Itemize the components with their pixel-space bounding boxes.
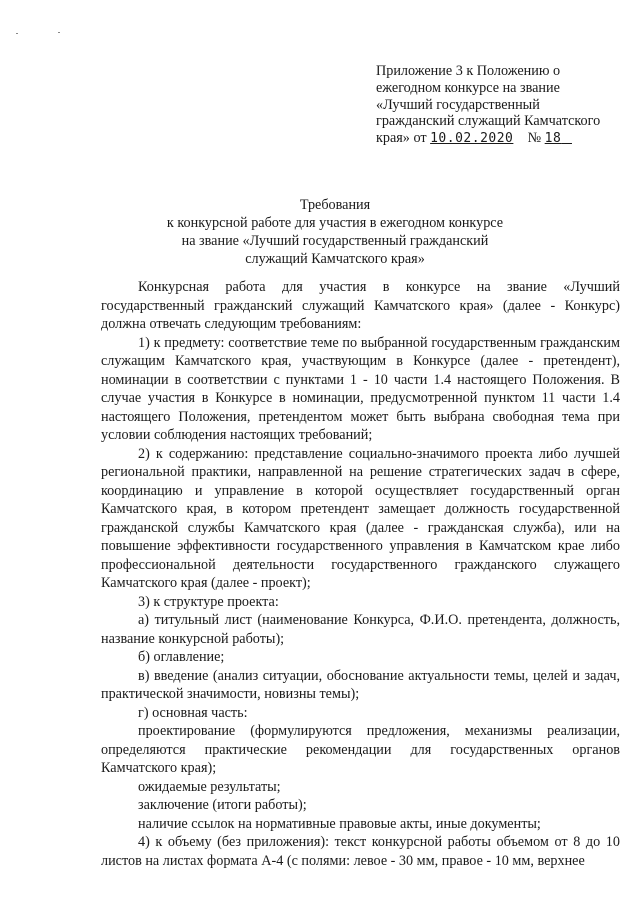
list-item-title-page: а) титульный лист (наименование Конкурса, Ф.И.О. претендента, должность, название конкурсной работы); [101, 612, 620, 647]
title-line: Требования [299, 197, 371, 213]
paragraph-volume: 4) к объему (без приложения): текст конкурсной работы объемом от 8 до 10 листов на листах формата А-4 (с полями: левое - 30 мм, правое - 10 мм, верхнее [101, 834, 620, 869]
appendix-number-label: № [527, 130, 542, 147]
list-item-conclusion: заключение (итоги работы); [138, 797, 307, 813]
appendix-line: Приложение 3 к Положению о [376, 63, 561, 79]
appendix-date: 10.02.2020 [430, 131, 514, 147]
document-title [100, 196, 570, 268]
appendix-date-line [376, 130, 626, 148]
paragraph-structure: 3) к структуре проекта: [138, 593, 279, 610]
title-line: на звание «Лучший государственный гражданский [181, 233, 489, 249]
paragraph-subject: 1) к предмету: соответствие теме по выбранной государственным гражданским служащим Камчатского края, участвующим в Конкурсе (далее - претендент), номинации в соответствии с пунктами 1 - 10 части 1.4 настоящего Положения. В случае участия в Конкурсе в номинации, предусмотренной пунктом 11 части 1.4 настоящего Положения, претендентом может быть выбрана свободная тема при условии соблюдения настоящих требований; [101, 334, 620, 443]
list-item-contents: б) оглавление; [138, 649, 225, 665]
appendix-line: ежегодном конкурсе на звание [376, 79, 560, 96]
appendix-date-prefix: края» от [376, 130, 427, 147]
appendix-line: гражданский служащий Камчатского [376, 113, 601, 130]
appendix-header [376, 63, 626, 148]
list-item-main-part: г) основная часть: [138, 704, 248, 721]
scan-artifact [58, 32, 60, 33]
appendix-line: «Лучший государственный [376, 96, 540, 113]
list-item-design: проектирование (формулируются предложения, механизмы реализации, определяются практические рекомендации для государственных органов Камчатского края); [101, 723, 620, 776]
paragraph-content: 2) к содержанию: представление социально-значимого проекта либо лучшей региональной практики, направленной на решение стратегических задач в сфере, координацию и управление в которой осуществляет государственный орган Камчатского края, в котором претендент замещает должность государственной гражданской службы Камчатского края (далее - гражданская служба), или на повышение эффективности государственного управления в Камчатском крае либо профессиональной деятельности государственного гражданского служащего Камчатского края (далее - проект); [101, 445, 620, 591]
appendix-number: 18 [544, 131, 562, 147]
list-item-results: ожидаемые результаты; [138, 778, 281, 795]
list-item-references: наличие ссылок на нормативные правовые акты, иные документы; [138, 815, 541, 832]
list-item-introduction: в) введение (анализ ситуации, обоснование актуальности темы, целей и задач, практической значимости, новизны темы); [101, 667, 620, 702]
title-line: служащий Камчатского края» [245, 251, 425, 267]
title-line: к конкурсной работе для участия в ежегодном конкурсе [166, 215, 504, 231]
paragraph-intro: Конкурсная работа для участия в конкурсе на звание «Лучший государственный гражданский служащий Камчатского края» (далее - Конкурс) должна отвечать следующим требованиям: [101, 279, 620, 332]
document-body [101, 278, 620, 870]
scan-artifact [16, 33, 18, 34]
